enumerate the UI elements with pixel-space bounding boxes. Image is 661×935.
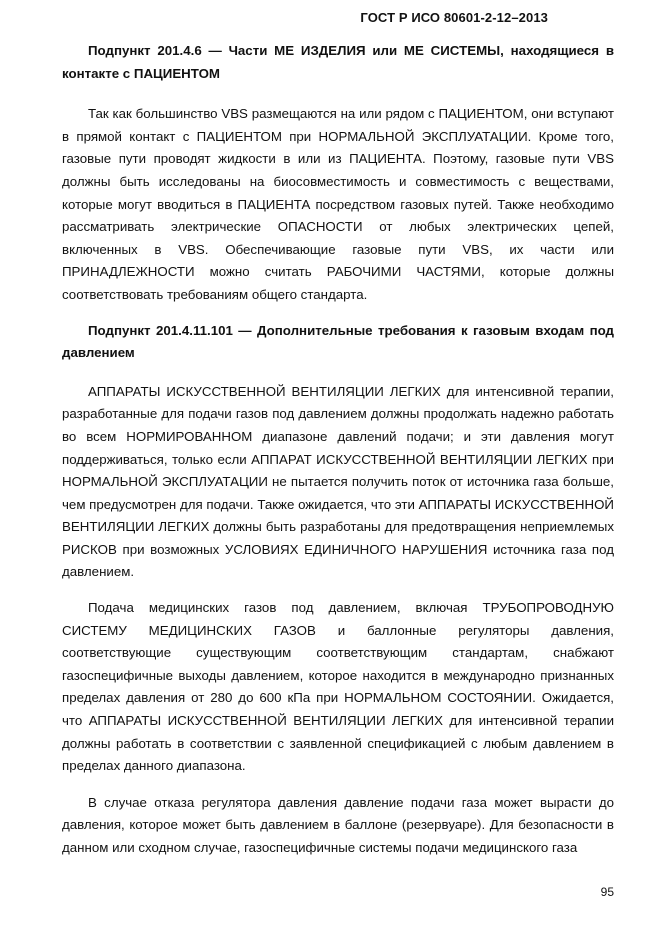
paragraph: АППАРАТЫ ИСКУССТВЕННОЙ ВЕНТИЛЯЦИИ ЛЕГКИХ для интенсивной терапии, разработанные для подачи газов под давлением должны продолжать надежно работать во всем НОРМИРОВАННОМ диапазоне давлений подачи; и эти давления могут поддерживаться, только если АППАРАТ ИСКУССТВЕННОЙ ВЕНТИЛЯЦИИ ЛЕГКИХ при НОРМАЛЬНОЙ ЭКСПЛУАТАЦИИ не пытается получить поток от источника газа больше, чем предусмотрен для подачи. Также ожидается, что эти АППАРАТЫ ИСКУССТВЕННОЙ ВЕНТИЛЯЦИИ ЛЕГКИХ должны быть разработаны для предотвращения неприемлемых РИСКОВ при возможных УСЛОВИЯХ ЕДИНИЧНОГО НАРУШЕНИЯ источника газа под давлением.: [62, 383, 614, 580]
paragraph: Так как большинство VBS размещаются на или рядом с ПАЦИЕНТОМ, они вступают в прямой контакт с ПАЦИЕНТОМ при НОРМАЛЬНОЙ ЭКСПЛУАТАЦИИ. Кроме того, газовые пути проводят жидкости в или из ПАЦИЕНТА. Поэтому, газовые пути VBS должны быть исследованы на биосовместимость и совместимость с веществами, которые могут вводиться в ПАЦИЕНТА посредством газовых путей. Также необходимо рассматривать электрические ОПАСНОСТИ от любых электрических цепей, включенных в VBS. Обеспечивающие газовые пути VBS, их части или ПРИНАДЛЕЖНОСТИ можно считать РАБОЧИМИ ЧАСТЯМИ, которые должны соответствовать требованиям общего стандарта.: [62, 106, 614, 302]
page-number: 95: [600, 885, 614, 899]
paragraph: Подача медицинских газов под давлением, включая ТРУБОПРОВОДНУЮ СИСТЕМУ МЕДИЦИНСКИХ ГАЗОВ и баллонные регуляторы давления, соответствующие существующим соответствующим стандартам, снабжают газоспецифичные выходы давлением, которое находится в международно признанных пределах давления от 280 до 600 кПа при НОРМАЛЬНОМ СОСТОЯНИИ. Ожидается, что АППАРАТЫ ИСКУССТВЕННОЙ ВЕНТИЛЯЦИИ ЛЕГКИХ для интенсивной терапии должны работать в соответствии с заявленной спецификацией с любым давлением в пределах данного диапазона.: [62, 600, 614, 774]
document-body: [62, 40, 614, 860]
document-header-code: ГОСТ Р ИСО 80601-2-12–2013: [360, 10, 548, 25]
section-heading-201-4-11-101: Подпункт 201.4.11.101 — Дополнительные требования к газовым входам под давлением: [62, 322, 614, 361]
paragraph: В случае отказа регулятора давления давление подачи газа может вырасти до давления, которое может быть давлением в баллоне (резервуаре). Для безопасности в данном или сходном случае, газоспецифичные системы подачи медицинского газа: [62, 794, 614, 855]
section-heading-201-4-6: Подпункт 201.4.6 — Части МЕ ИЗДЕЛИЯ или МЕ СИСТЕМЫ, находящиеся в контакте с ПАЦИЕНТОМ: [62, 43, 614, 81]
